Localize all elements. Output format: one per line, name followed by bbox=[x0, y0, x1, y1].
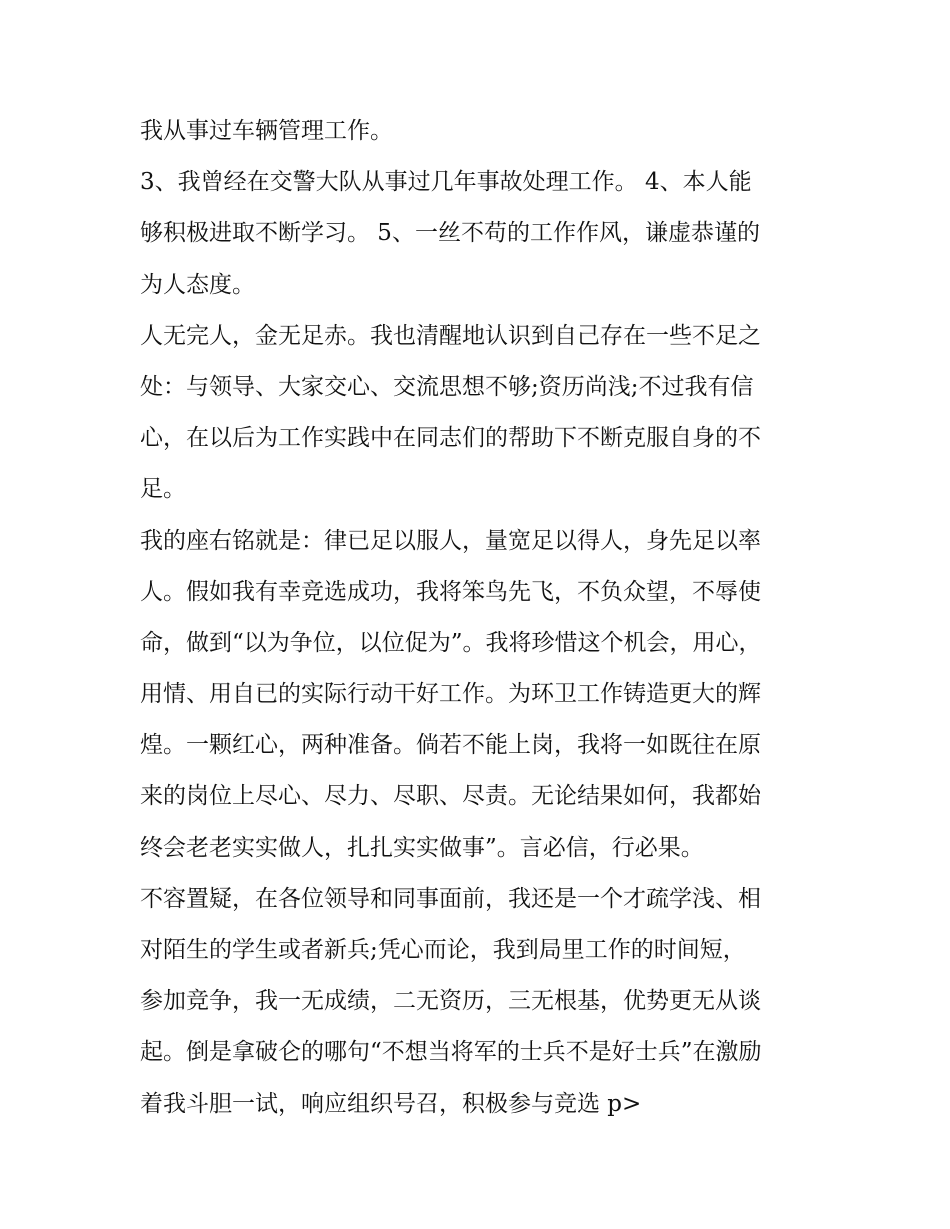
text-line: 够积极进取不断学习。 5、一丝不苟的工作作风，谦虚恭谨的 bbox=[140, 220, 760, 247]
text-line: 起。倒是拿破仑的哪句“不想当将军的士兵不是好士兵”在激励 bbox=[140, 1039, 762, 1066]
text-line: 人。假如我有幸竞选成功，我将笨鸟先飞，不负众望，不辱使 bbox=[140, 578, 761, 605]
text-line: 对陌生的学生或者新兵;凭心而论，我到局里工作的时间短， bbox=[140, 937, 746, 963]
body-text bbox=[140, 106, 820, 1130]
text-line: 人无完人，金无足赤。我也清醒地认识到自己存在一些不足之 bbox=[140, 322, 761, 349]
text-line: 我从事过车辆管理工作。 bbox=[140, 118, 393, 144]
text-line: 终会老老实实做人，扎扎实实做事”。言必信，行必果。 bbox=[140, 834, 704, 861]
text-line: 3、我曾经在交警大队从事过几年事故处理工作。 4、本人能 bbox=[140, 169, 752, 196]
text-line: 为人态度。 bbox=[140, 271, 255, 298]
text-line: 我的座右铭就是：律已足以服人，量宽足以得人，身先足以率 bbox=[140, 527, 761, 554]
text-line: 煌。一颗红心，两种准备。倘若不能上岗，我将一如既往在原 bbox=[140, 732, 761, 759]
text-line: 用情、用自已的实际行动干好工作。为环卫工作铸造更大的辉 bbox=[140, 681, 761, 708]
text-line: 足。 bbox=[140, 476, 186, 503]
text-line: 来的岗位上尽心、尽力、尽职、尽责。无论结果如何，我都始 bbox=[140, 783, 761, 810]
text-line: 着我斗胆一试，响应组织号召，积极参与竞选 p> bbox=[140, 1090, 642, 1117]
text-line: 处：与领导、大家交心、交流思想不够;资历尚浅;不过我有信 bbox=[140, 373, 754, 400]
text-line: 命，做到“以为争位，以位促为”。我将珍惜这个机会，用心， bbox=[140, 629, 762, 656]
text-line: 心，在以后为工作实践中在同志们的帮助下不断克服自身的不 bbox=[140, 425, 761, 452]
text-line: 参加竞争，我一无成绩，二无资历，三无根基，优势更无从谈 bbox=[140, 988, 761, 1015]
text-line: 不容置疑，在各位领导和同事面前，我还是一个才疏学浅、相 bbox=[140, 885, 761, 912]
